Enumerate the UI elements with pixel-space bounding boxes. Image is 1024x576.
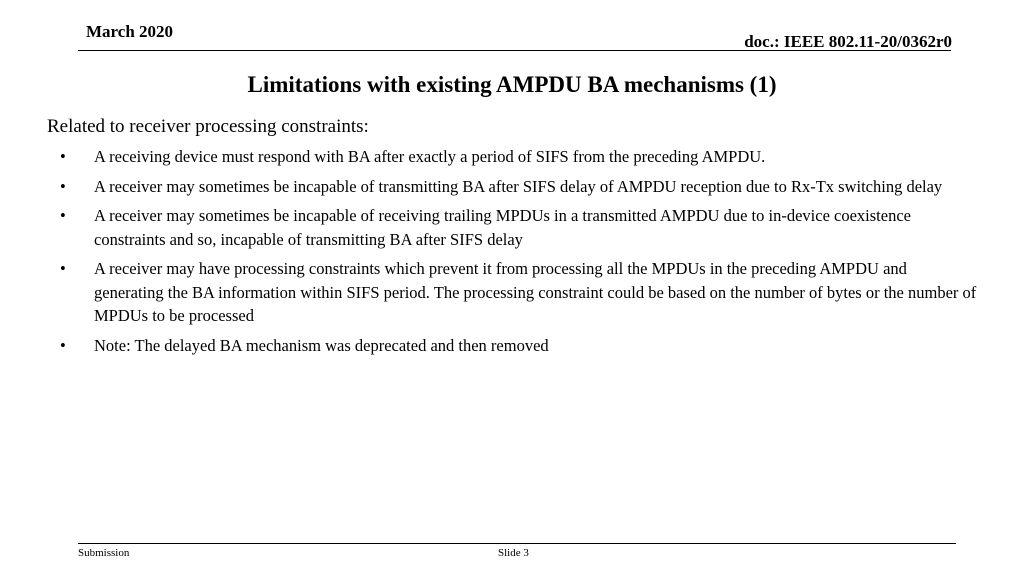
header-doc-id: doc.: IEEE 802.11-20/0362r0 [744, 32, 952, 51]
bullet-icon: • [60, 147, 66, 166]
bullet-text: Note: The delayed BA mechanism was deprecated and then removed [94, 335, 549, 355]
intro-text: Related to receiver processing constraints: [47, 116, 369, 137]
bullet-item [60, 175, 980, 199]
bullet-list [60, 145, 980, 363]
bullet-text: A receiver may sometimes be incapable of transmitting BA after SIFS delay of AMPDU reception due to Rx-Tx switching delay [94, 176, 943, 196]
footer-submission: Submission [78, 547, 130, 559]
bullet-text: A receiver may sometimes be incapable of receiving trailing MPDUs in a transmitted AMPDU due to in-device coexistence constraints and so, incapable of transmitting BA after SIFS delay [94, 206, 911, 249]
bullet-item [60, 145, 980, 169]
footer-slide-number: Slide 3 [498, 547, 529, 559]
bullet-item [60, 204, 980, 251]
bullet-item [60, 334, 980, 358]
slide-title: Limitations with existing AMPDU BA mechanisms (1) [247, 72, 777, 97]
footer-divider [78, 543, 956, 544]
bullet-icon: • [60, 206, 66, 225]
bullet-text: A receiving device must respond with BA after exactly a period of SIFS from the preceding AMPDU. [94, 147, 766, 166]
bullet-item [60, 257, 980, 328]
bullet-icon: • [60, 259, 66, 278]
header-date: March 2020 [86, 22, 174, 41]
header-divider [78, 50, 951, 51]
bullet-icon: • [60, 176, 66, 196]
bullet-text: A receiver may have processing constraints which prevent it from processing all the MPDUs in the preceding AMPDU and generating the BA information within SIFS period. The processing constraint could be based on the number of bytes or the number of MPDUs to be processed [94, 259, 977, 325]
bullet-icon: • [60, 335, 66, 355]
